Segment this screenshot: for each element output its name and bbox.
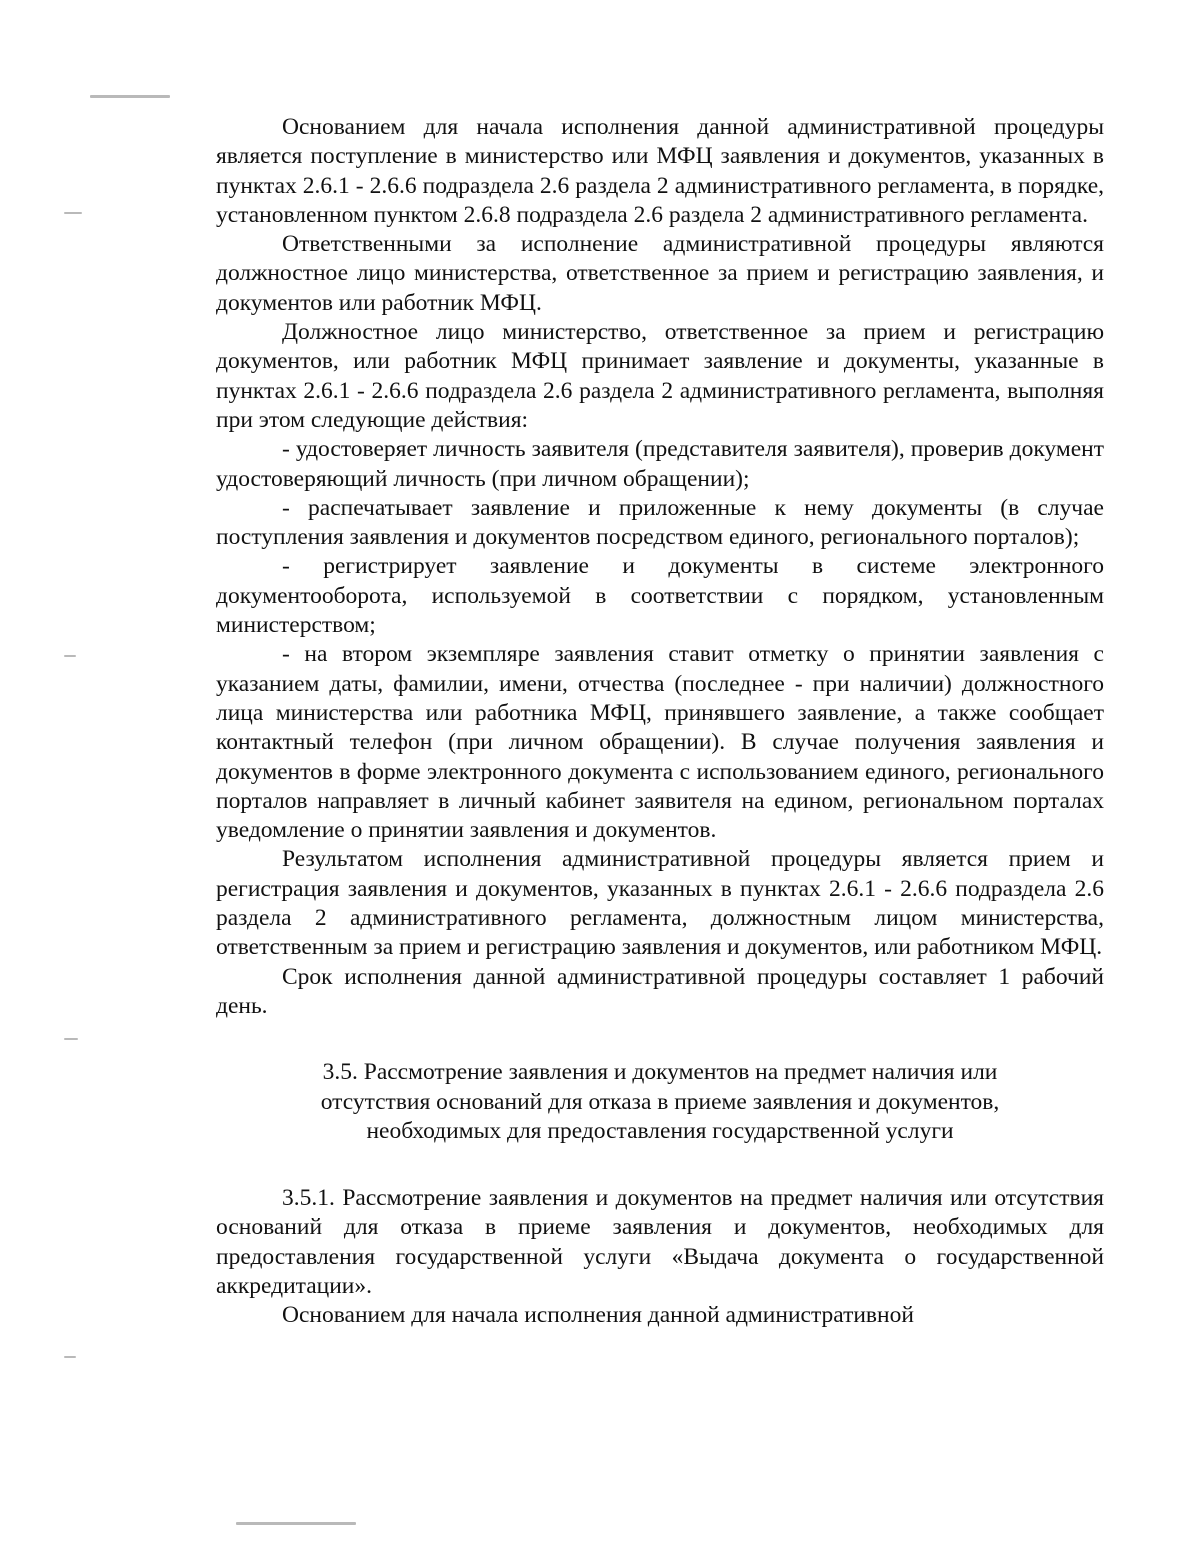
paragraph: Должностное лицо министерство, ответственное за прием и регистрацию документов, или работник МФЦ принимает заявление и документы, указанные в пунктах 2.6.1 - 2.6.6 подраздела 2.6 раздела 2 административного регламента, выполняя при этом следующие действия: xyxy=(216,319,1104,433)
scan-noise xyxy=(236,1522,356,1525)
paragraph: Основанием для начала исполнения данной административной процедуры является поступление в министерство или МФЦ заявления и документов, указанных в пунктах 2.6.1 - 2.6.6 подраздела 2.6 раздела 2 административного регламента, в порядке, установленном пунктом 2.6.8 подраздела 2.6 раздела 2 административного регламента. xyxy=(216,114,1104,228)
section-heading-line: 3.5. Рассмотрение заявления и документов на предмет наличия или xyxy=(322,1059,998,1086)
list-item: - на втором экземпляре заявления ставит отметку о принятии заявления с указанием даты, фамилии, имени, отчества (последнее - при наличии) должностного лица министерства или работника МФЦ, принявшего заявление, а также сообщает контактный телефон (при личном обращении). В случае получения заявления и документов в форме электронного документа с использованием единого, регионального порталов направляет в личный кабинет заявителя на едином, региональном порталах уведомление о принятии заявления и документов. xyxy=(216,641,1104,844)
paragraph: Основанием для начала исполнения данной административной xyxy=(282,1302,914,1329)
scan-noise xyxy=(64,212,82,214)
section-heading-line: необходимых для предоставления государственной услуги xyxy=(366,1117,954,1144)
document-body xyxy=(216,113,1104,1331)
paragraph: Срок исполнения данной административной процедуры составляет 1 рабочий день. xyxy=(216,963,1104,1019)
paragraph: Ответственными за исполнение административной процедуры являются должностное лицо министерства, ответственное за прием и регистрацию заявления, и документов или работник МФЦ. xyxy=(216,231,1104,316)
scan-noise xyxy=(64,1038,78,1040)
section-heading xyxy=(216,1021,1104,1184)
paragraph: Результатом исполнения административной процедуры является прием и регистрация заявления и документов, указанных в пунктах 2.6.1 - 2.6.6 подраздела 2.6 раздела 2 административного регламента, должностным лицом министерства, ответственным за прием и регистрацию заявления и документов, или работником МФЦ. xyxy=(216,846,1104,961)
list-item: - удостоверяет личность заявителя (представителя заявителя), проверив документ удостоверяющий личность (при личном обращении); xyxy=(216,436,1104,492)
paragraph: 3.5.1. Рассмотрение заявления и документов на предмет наличия или отсутствия оснований для отказа в приеме заявления и документов, необходимых для предоставления государственной услуги «Выдача документа о государственной аккредитации». xyxy=(216,1185,1104,1299)
list-item: - регистрирует заявление и документы в системе электронного документооборота, используемой в соответствии с порядком, установленным министерством; xyxy=(216,553,1104,639)
list-item: - распечатывает заявление и приложенные к нему документы (в случае поступления заявления и документов посредством единого, регионального порталов); xyxy=(216,494,1104,551)
scan-noise xyxy=(64,1356,76,1358)
scan-noise xyxy=(90,95,170,98)
scan-noise xyxy=(64,655,76,657)
section-heading-line: отсутствия оснований для отказа в приеме заявления и документов, xyxy=(320,1088,1000,1115)
